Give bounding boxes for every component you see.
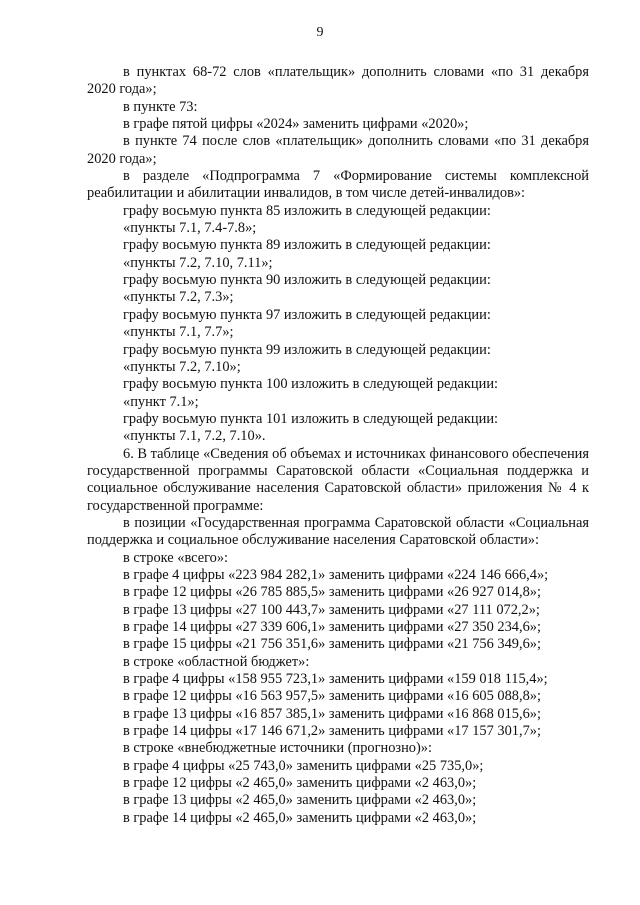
paragraph-9: «пункты 7.2, 7.10, 7.11»; bbox=[123, 254, 273, 271]
paragraph-30: в графе 12 цифры «16 563 957,5» заменить цифрами «16 605 088,8»; bbox=[123, 688, 541, 705]
paragraph-18: графу восьмую пункта 101 изложить в следующей редакции: bbox=[123, 410, 499, 427]
paragraph-24: в графе 12 цифры «26 785 885,5» заменить цифрами «26 927 014,8»; bbox=[123, 584, 541, 601]
paragraph-37: в графе 14 цифры «2 465,0» заменить цифрами «2 463,0»; bbox=[123, 809, 477, 826]
paragraph-8: графу восьмую пункта 89 изложить в следующей редакции: bbox=[123, 237, 491, 254]
paragraph-3: в графе пятой цифры «2024» заменить цифрами «2020»; bbox=[123, 116, 469, 133]
paragraph-20: 6. В таблице «Сведения об объемах и источниках финансового обеспечения государственной программы Саратовской области «Социальная поддержка и социальное обслуживание населения Саратовской области» приложения № 4 к государственной программе: bbox=[87, 445, 589, 514]
paragraph-27: в графе 15 цифры «21 756 351,6» заменить цифрами «21 756 349,6»; bbox=[123, 636, 541, 653]
paragraph-13: «пункты 7.1, 7.7»; bbox=[123, 324, 234, 341]
paragraph-26: в графе 14 цифры «27 339 606,1» заменить цифрами «27 350 234,6»; bbox=[123, 619, 541, 635]
paragraph-29: в графе 4 цифры «158 955 723,1» заменить цифрами «159 018 115,4»; bbox=[123, 671, 548, 688]
paragraph-16: графу восьмую пункта 100 изложить в следующей редакции: bbox=[123, 376, 499, 393]
paragraph-22: в строке «всего»: bbox=[123, 549, 229, 566]
document-body bbox=[87, 64, 589, 827]
paragraph-35: в графе 12 цифры «2 465,0» заменить цифрами «2 463,0»; bbox=[123, 775, 477, 792]
paragraph-36: в графе 13 цифры «2 465,0» заменить цифрами «2 463,0»; bbox=[123, 792, 477, 809]
paragraph-32: в графе 14 цифры «17 146 671,2» заменить цифрами «17 157 301,7»; bbox=[123, 723, 541, 740]
paragraph-11: «пункты 7.2, 7.3»; bbox=[123, 289, 234, 306]
paragraph-25: в графе 13 цифры «27 100 443,7» заменить цифрами «27 111 072,2»; bbox=[123, 601, 540, 618]
paragraph-23: в графе 4 цифры «223 984 282,1» заменить цифрами «224 146 666,4»; bbox=[123, 566, 549, 583]
paragraph-28: в строке «областной бюджет»: bbox=[123, 653, 310, 670]
paragraph-21: в позиции «Государственная программа Саратовской области «Социальная поддержка и социальное обслуживание населения Саратовской области»: bbox=[87, 514, 589, 549]
paragraph-12: графу восьмую пункта 97 изложить в следующей редакции: bbox=[123, 306, 491, 323]
page-number: 9 bbox=[316, 25, 324, 40]
paragraph-17: «пункт 7.1»; bbox=[123, 393, 199, 410]
paragraph-5: в разделе «Подпрограмма 7 «Формирование системы комплексной реабилитации и абилитации инвалидов, в том числе детей-инвалидов»: bbox=[87, 168, 589, 202]
paragraph-4: в пункте 74 после слов «плательщик» дополнить словами «по 31 декабря 2020 года»; bbox=[87, 133, 589, 167]
paragraph-19: «пункты 7.1, 7.2, 7.10». bbox=[123, 428, 266, 445]
paragraph-1: в пунктах 68-72 слов «плательщик» дополнить словами «по 31 декабря 2020 года»; bbox=[87, 64, 589, 98]
paragraph-10: графу восьмую пункта 90 изложить в следующей редакции: bbox=[123, 272, 491, 289]
paragraph-6: графу восьмую пункта 85 изложить в следующей редакции: bbox=[123, 202, 491, 219]
paragraph-33: в строке «внебюджетные источники (прогнозно)»: bbox=[123, 740, 432, 757]
paragraph-34: в графе 4 цифры «25 743,0» заменить цифрами «25 735,0»; bbox=[123, 757, 484, 774]
paragraph-31: в графе 13 цифры «16 857 385,1» заменить цифрами «16 868 015,6»; bbox=[123, 705, 541, 722]
paragraph-2: в пункте 73: bbox=[123, 98, 198, 115]
paragraph-14: графу восьмую пункта 99 изложить в следующей редакции: bbox=[123, 341, 491, 358]
paragraph-15: «пункты 7.2, 7.10»; bbox=[123, 358, 241, 375]
paragraph-7: «пункты 7.1, 7.4-7.8»; bbox=[123, 220, 257, 237]
